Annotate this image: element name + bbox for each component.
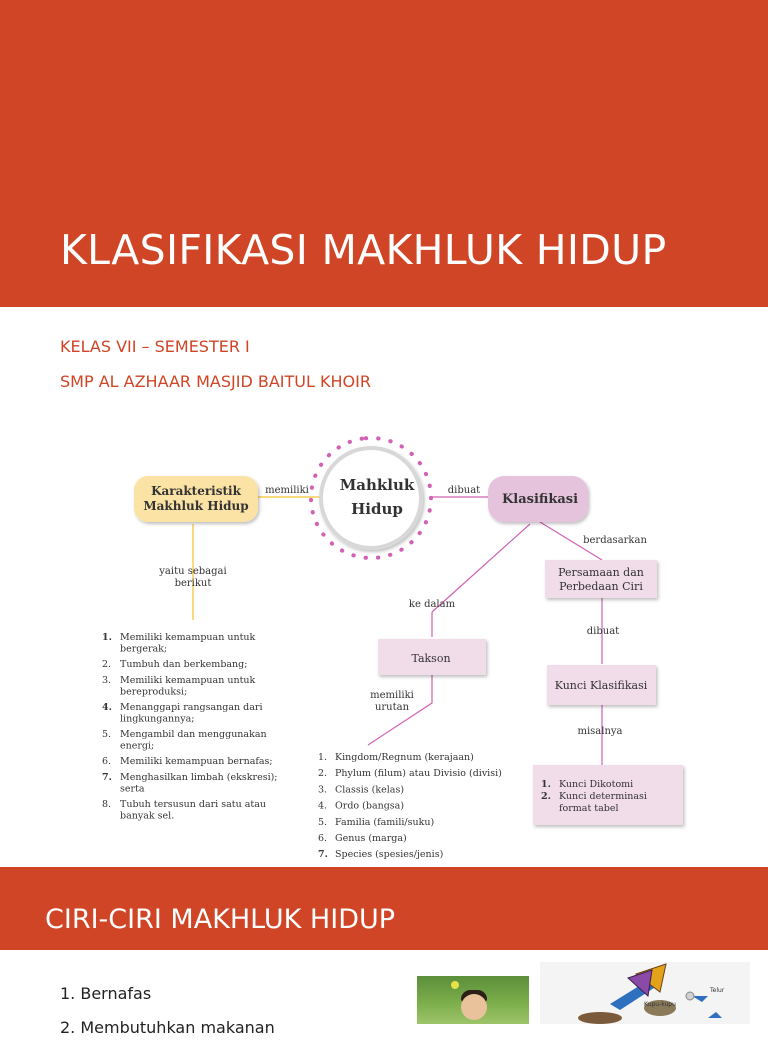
takson-item-text: Genus (marga) bbox=[335, 833, 407, 844]
klasifikasi-label: Klasifikasi bbox=[501, 492, 579, 507]
butterfly-lifecycle-image bbox=[540, 962, 750, 1024]
karakteristik-item-text: Memiliki kemampuan bernafas; bbox=[120, 756, 273, 767]
center-label-2: Hidup bbox=[351, 500, 403, 518]
ke-dalam-label: ke dalam bbox=[408, 599, 456, 610]
memiliki-urutan-label-2: urutan bbox=[374, 702, 410, 713]
persamaan-label-2: Perbedaan Ciri bbox=[559, 580, 643, 593]
karakteristik-item-number: 4. bbox=[102, 702, 112, 713]
takson-item-text: Kingdom/Regnum (kerajaan) bbox=[335, 752, 474, 763]
link-dibuat: dibuat bbox=[447, 485, 481, 496]
slide-title: KLASIFIKASI MAKHLUK HIDUP bbox=[60, 226, 667, 274]
memiliki-urutan-label-1: memiliki bbox=[370, 690, 414, 701]
link-memiliki: memiliki bbox=[265, 485, 309, 496]
takson-item-number: 7. bbox=[318, 849, 328, 861]
karakteristik-item-number: 2. bbox=[102, 659, 112, 670]
takson-label: Takson bbox=[411, 652, 451, 665]
karakteristik-item-text: serta bbox=[120, 783, 145, 795]
karakteristik-label-1: Karakteristik bbox=[151, 484, 241, 498]
list-item: 2. Membutuhkan makanan bbox=[60, 1018, 275, 1037]
karakteristik-item-text: bereproduksi; bbox=[120, 686, 188, 698]
kunci-klasifikasi-label: Kunci Klasifikasi bbox=[554, 679, 648, 692]
center-node bbox=[321, 448, 421, 548]
karakteristik-item-text: Memiliki kemampuan untuk bbox=[120, 675, 256, 686]
label-kupu: Kupu-kupu bbox=[644, 1001, 676, 1008]
ball bbox=[451, 981, 459, 989]
list-item: 1. Bernafas bbox=[60, 984, 152, 1003]
berdasarkan-label: berdasarkan bbox=[583, 535, 647, 546]
dibuat2-label: dibuat bbox=[586, 626, 620, 637]
takson-item-number: 4. bbox=[318, 800, 328, 812]
yaitu-label-1: yaitu sebagai bbox=[159, 566, 227, 577]
takson-item-number: 3. bbox=[318, 784, 328, 796]
takson-item-number: 1. bbox=[318, 752, 328, 763]
takson-item-number: 5. bbox=[318, 816, 328, 828]
persamaan-label-1: Persamaan dan bbox=[558, 566, 644, 579]
karakteristik-item-number: 1. bbox=[102, 632, 112, 643]
karakteristik-item-text: Mengambil dan menggunakan bbox=[120, 729, 267, 740]
face bbox=[461, 994, 487, 1020]
takson-item-text: Ordo (bangsa) bbox=[335, 800, 405, 812]
takson-item-text: Phylum (filum) atau Divisio (divisi) bbox=[335, 768, 502, 780]
karakteristik-item-text: bergerak; bbox=[120, 643, 168, 655]
section-title: CIRI-CIRI MAKHLUK HIDUP bbox=[45, 904, 396, 935]
center-label-1: Mahkluk bbox=[339, 476, 415, 494]
takson-list bbox=[318, 752, 502, 860]
karakteristik-item-text: Menanggapi rangsangan dari bbox=[120, 702, 263, 713]
takson-item-text: Familia (famili/suku) bbox=[335, 816, 435, 828]
ciri-list bbox=[60, 983, 275, 1051]
karakteristik-item-text: banyak sel. bbox=[120, 810, 175, 822]
subtitle-class: KELAS VII – SEMESTER I bbox=[60, 337, 250, 356]
takson-item-text: Species (spesies/jenis) bbox=[335, 849, 444, 861]
concept-map bbox=[0, 420, 768, 870]
karakteristik-item-number: 5. bbox=[102, 729, 112, 740]
kunci-item-text: Kunci determinasi bbox=[559, 791, 647, 802]
karakteristik-item-text: Menghasilkan limbah (ekskresi); bbox=[120, 772, 278, 783]
kunci-item-number: 2. bbox=[541, 791, 551, 802]
karakteristik-item-text: lingkungannya; bbox=[120, 713, 195, 725]
label-telur: Telur bbox=[710, 987, 725, 994]
child-photo bbox=[417, 976, 529, 1024]
karakteristik-item-number: 8. bbox=[102, 799, 112, 810]
yaitu-label-2: berikut bbox=[174, 578, 212, 589]
karakteristik-item-text: energi; bbox=[120, 740, 155, 752]
takson-item-number: 2. bbox=[318, 768, 328, 780]
takson-item-text: Classis (kelas) bbox=[335, 784, 405, 796]
karakteristik-item-number: 7. bbox=[102, 772, 112, 783]
subtitle-school: SMP AL AZHAAR MASJID BAITUL KHOIR bbox=[60, 372, 371, 391]
misalnya-label: misalnya bbox=[577, 726, 623, 737]
karakteristik-item-text: Tubuh tersusun dari satu atau bbox=[120, 799, 267, 810]
kunci-item-number: 1. bbox=[541, 779, 551, 790]
karakteristik-list bbox=[102, 632, 278, 822]
takson-item-number: 6. bbox=[318, 833, 328, 844]
kunci-item-text: Kunci Dikotomi bbox=[559, 779, 634, 790]
karakteristik-item-text: Tumbuh dan berkembang; bbox=[120, 659, 248, 670]
karakteristik-item-text: Memiliki kemampuan untuk bbox=[120, 632, 256, 643]
karakteristik-label-2: Makhluk Hidup bbox=[143, 499, 249, 513]
kunci-item-text: format tabel bbox=[559, 803, 619, 814]
karakteristik-item-number: 6. bbox=[102, 756, 112, 767]
karakteristik-item-number: 3. bbox=[102, 675, 112, 686]
